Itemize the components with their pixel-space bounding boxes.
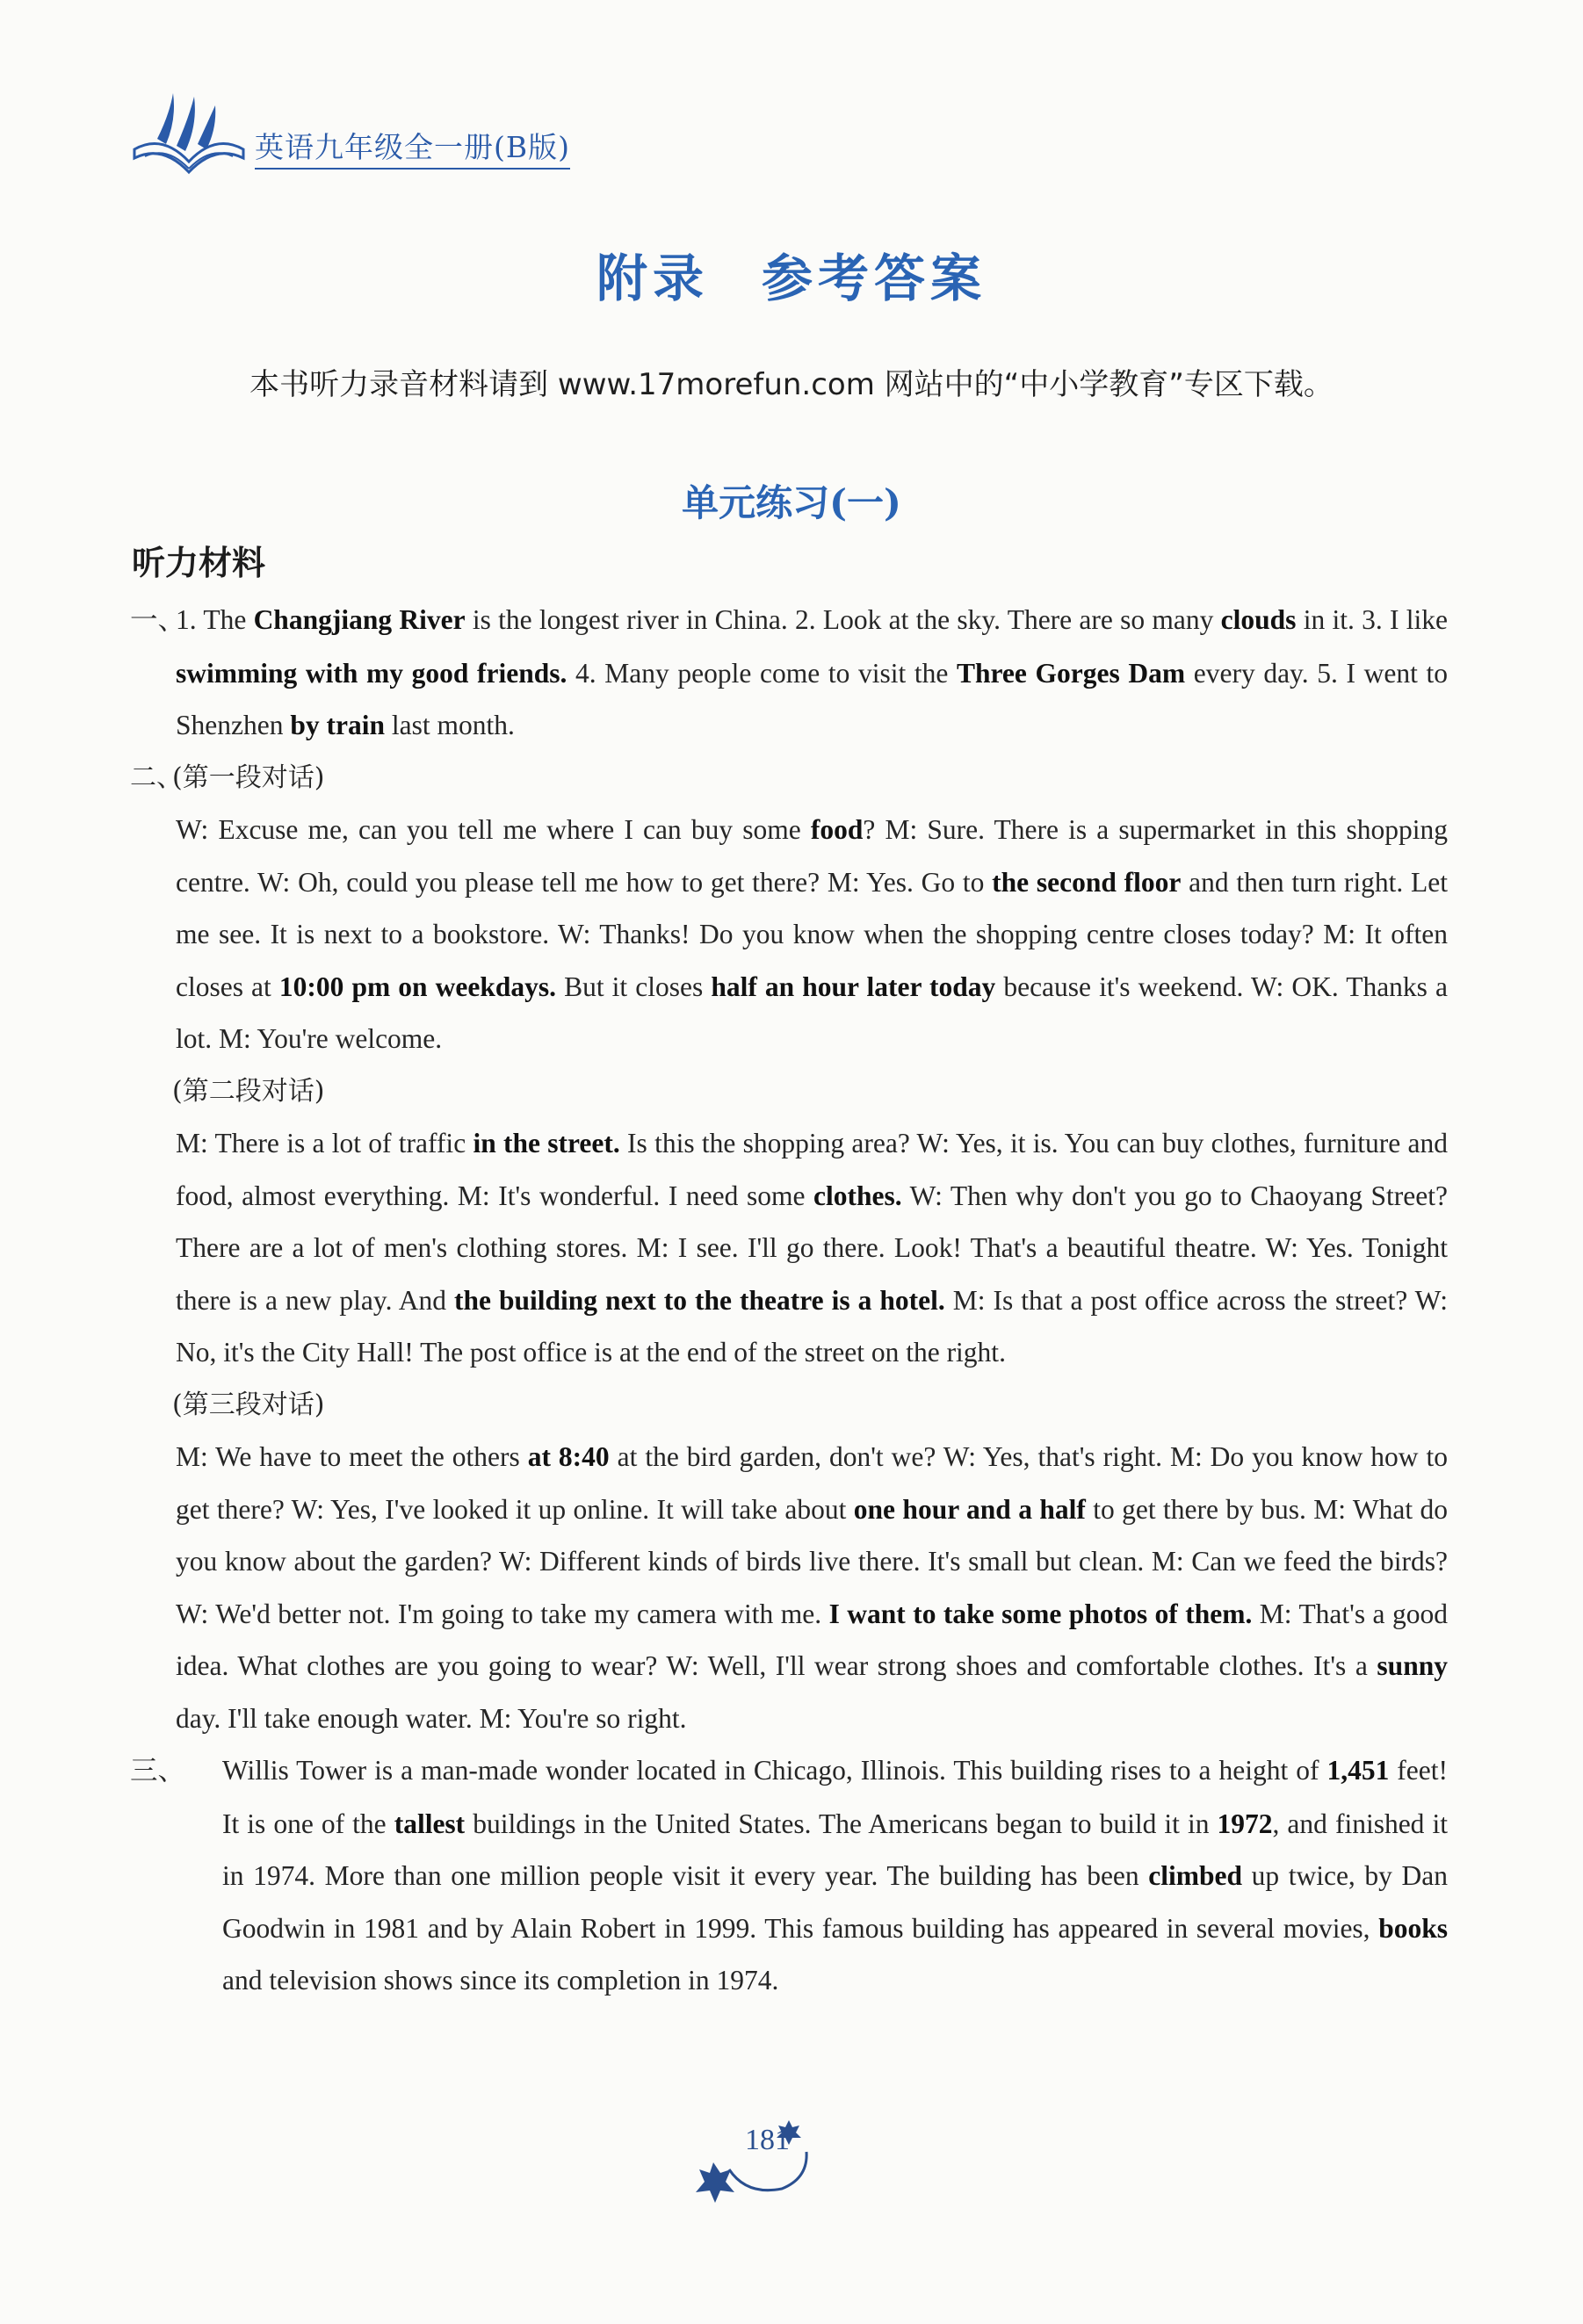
keyword: books xyxy=(1378,1912,1448,1944)
text-run: and television shows since its completion in 1974. xyxy=(222,1965,779,1996)
text-run: W: Excuse me, can you tell me where I can buy some xyxy=(176,814,811,845)
text-run: to get there by bus. M: What do you know about the garden? W: Different kinds of birds live there. It's small but clean. M: Can we feed the birds? W: We'd better not. I'm going to take my camera with me. xyxy=(176,1493,1448,1629)
keyword: Changjiang River xyxy=(253,604,466,635)
dialogue-2 xyxy=(130,1117,1448,1379)
label-text: (第一段对话) xyxy=(172,761,325,793)
text-run: , and finished it in 1974. More than one million people visit it every year. The building has been xyxy=(222,1808,1448,1891)
dialogue-3 xyxy=(130,1431,1448,1744)
keyword: the second floor xyxy=(992,866,1182,898)
page-number-badge xyxy=(694,2108,817,2205)
section-marker-1: 一、 xyxy=(130,604,186,636)
text-run: M: Is that a post office across the street? W: No, it's the City Hall! The post office is at the end of the street on the right. xyxy=(176,1284,1448,1368)
page-title xyxy=(0,237,1583,311)
section-1-sentences xyxy=(130,594,1448,752)
keyword: at 8:40 xyxy=(527,1441,610,1472)
text-run: Is this the shopping area? W: Yes, it is. You can buy clothes, furniture and food, almost everything. M: It's wonderful. I need some xyxy=(176,1128,1448,1211)
book-logo-icon xyxy=(127,88,250,184)
text-run: every day. 5. I went to Shenzhen xyxy=(176,657,1448,740)
keyword: half an hour later today xyxy=(711,971,996,1002)
keyword: by train xyxy=(290,710,385,740)
answer-content xyxy=(130,594,1448,2007)
text-run: M: That's a good idea. What clothes are you going to wear? W: Well, I'll wear strong shoes and comfortable clothes. It's a xyxy=(176,1598,1448,1681)
dialogue-label-3: (第三段对话) xyxy=(172,1389,325,1420)
keyword: the building next to the theatre is a hotel. xyxy=(453,1284,945,1316)
download-notice: 本书听力录音材料请到 www.17morefun.com 网站中的“中小学教育”专区下载。 xyxy=(249,367,1334,402)
text-run: is the longest river in China. 2. Look at the sky. There are so many xyxy=(465,604,1221,635)
section-marker-2: 二、 xyxy=(130,761,183,793)
section-3-passage xyxy=(130,1744,1448,2007)
keyword: I want to take some photos of them. xyxy=(828,1598,1253,1629)
dialogue-1 xyxy=(130,804,1448,1065)
text-run: because it's weekend. W: OK. Thanks a lot. M: You're welcome. xyxy=(176,971,1449,1054)
running-header xyxy=(127,88,619,184)
text-run: buildings in the United States. The Americans began to build it in xyxy=(465,1808,1218,1839)
keyword: food xyxy=(810,814,864,845)
header-book-title: 英语九年级全一册(B版) xyxy=(255,125,570,170)
text-run: 1. The xyxy=(176,604,254,635)
text-run: day. I'll take enough water. M: You're so right. xyxy=(176,1702,687,1734)
title-part-2: 参考答案 xyxy=(762,249,987,308)
section-marker-3: 三、 xyxy=(130,1755,186,1786)
keyword: sunny xyxy=(1377,1650,1448,1681)
text-run: 4. Many people come to visit the xyxy=(567,657,957,689)
text-run: M: There is a lot of traffic xyxy=(176,1128,473,1158)
keyword: one hour and a half xyxy=(853,1493,1086,1525)
text-run: W: Then why don't you go to Chaoyang Street? There are a lot of men's clothing stores. M: I see. I'll go there. Look! That's a beautiful theatre. W: Yes. Tonight there is a new play. And xyxy=(176,1180,1448,1316)
text-run: up twice, by Dan Goodwin in 1981 and by Alain Robert in 1999. This famous building has appeared in several movies, xyxy=(222,1860,1448,1944)
keyword: 10:00 pm on weekdays. xyxy=(278,971,557,1002)
text-run: and then turn right. Let me see. It is next to a bookstore. W: Thanks! Do you know when the shopping centre closes today? M: It often closes at xyxy=(176,866,1448,1002)
title-part-1: 附录 xyxy=(596,249,709,308)
text-run: last month. xyxy=(384,710,515,740)
unit-title: 单元练习(一) xyxy=(682,481,901,524)
dialogue-label-1 xyxy=(130,752,1448,805)
keyword: 1972 xyxy=(1217,1808,1273,1839)
text-run: Willis Tower is a man-made wonder located in Chicago, Illinois. This building rises to a height of xyxy=(222,1755,1327,1786)
keyword: tallest xyxy=(394,1808,466,1839)
section-heading: 听力材料 xyxy=(132,544,266,582)
text-run: ? M: Sure. There is a supermarket in this shopping centre. W: Oh, could you please tell me how to get there? M: Yes. Go to xyxy=(176,814,1448,898)
text-run: at the bird garden, don't we? W: Yes, that's right. M: Do you know how to get there? W: Yes, I've looked it up online. It will take about xyxy=(176,1441,1448,1525)
keyword: clothes. xyxy=(813,1180,902,1211)
keyword: clouds xyxy=(1220,604,1297,635)
page-number: 181 xyxy=(745,2124,790,2156)
keyword: swimming with my good friends. xyxy=(176,657,567,689)
text-run: M: We have to meet the others xyxy=(176,1441,528,1472)
keyword: in the street. xyxy=(473,1128,620,1158)
text-run: feet! It is one of the xyxy=(222,1755,1448,1839)
text-run: But it closes xyxy=(556,971,712,1002)
keyword: Three Gorges Dam xyxy=(956,657,1186,689)
keyword: climbed xyxy=(1148,1860,1243,1891)
dialogue-label-2: (第二段对话) xyxy=(172,1075,325,1107)
text-run: in it. 3. I like xyxy=(1296,604,1448,635)
keyword: 1,451 xyxy=(1326,1755,1390,1786)
